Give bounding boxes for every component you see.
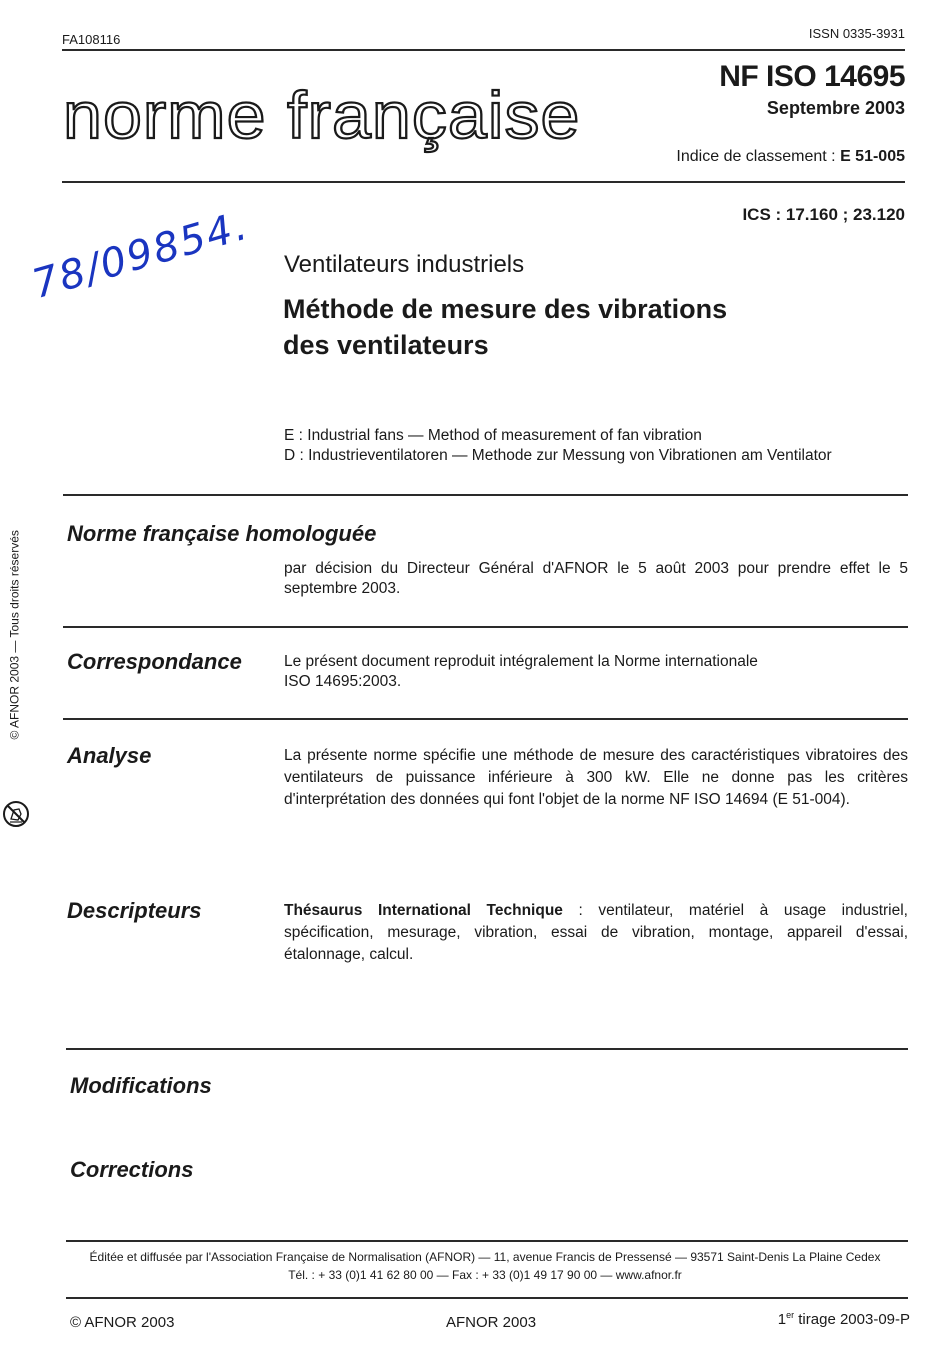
- norme-francaise-logo: norme française: [63, 78, 581, 152]
- divider: [63, 718, 908, 720]
- tirage-number: 1: [777, 1311, 787, 1328]
- divider: [66, 1297, 908, 1299]
- tirage-text: tirage 2003-09-P: [794, 1311, 910, 1328]
- publisher-address: Éditée et diffusée par l'Association Française de Normalisation (AFNOR) — 11, avenue Francis de Pressensé — 93571 Saint-Denis La Plaine Cedex: [89, 1250, 881, 1264]
- side-copyright-notice: © AFNOR 2003 — Tous droits réservés: [7, 530, 22, 740]
- section-label-corrections: Corrections: [70, 1157, 194, 1182]
- classement-value: E 51-005: [840, 148, 905, 165]
- divider: [66, 1240, 908, 1242]
- publisher-info: [62, 1248, 908, 1284]
- descripteurs-list: : ventilateur, matériel à usage industriel, spécification, mesurage, vibration, essai de vibration, montage, appareil d'essai, étalonnage, calcul.: [284, 902, 908, 963]
- issn: ISSN 0335-3931: [808, 26, 905, 41]
- section-label-analyse: Analyse: [67, 743, 152, 768]
- section-body-descripteurs: [284, 900, 908, 966]
- footer-center: AFNOR 2003: [446, 1314, 537, 1331]
- document-code: FA108116: [62, 32, 121, 47]
- correspondance-line-2: ISO 14695:2003.: [284, 673, 402, 690]
- publisher-contact: Tél. : + 33 (0)1 41 62 80 00 — Fax : + 33 (0)1 49 17 90 00 — www.afnor.fr: [288, 1268, 682, 1282]
- divider: [62, 181, 905, 183]
- standard-date: Septembre 2003: [766, 98, 905, 118]
- section-body-analyse: La présente norme spécifie une méthode de mesure des caractéristiques vibratoires des ventilateurs de puissance inférieure à 300 kW. Elle ne donne pas les critères d'interprétation des données qui font l'objet de la norme NF ISO 14694 (E 51-004).: [284, 747, 908, 808]
- classement-index: [676, 148, 905, 166]
- footer-copyright: © AFNOR 2003: [70, 1314, 175, 1331]
- ics-codes: ICS : 17.160 ; 23.120: [742, 205, 905, 224]
- german-title: D : Industrieventilatoren — Methode zur Messung von Vibrationen am Ventilator: [284, 447, 832, 464]
- english-title: E : Industrial fans — Method of measurement of fan vibration: [284, 427, 702, 444]
- divider: [63, 626, 908, 628]
- section-body-correspondance: [284, 652, 908, 692]
- thesaurus-label: Thésaurus International Technique: [284, 902, 563, 919]
- handwritten-number: 78/09854.: [27, 202, 254, 308]
- divider: [62, 49, 905, 51]
- section-label-descripteurs: Descripteurs: [67, 898, 202, 923]
- divider: [63, 494, 908, 496]
- divider: [66, 1048, 908, 1050]
- title-line-1: Méthode de mesure des vibrations: [283, 294, 728, 324]
- no-photocopy-icon: [2, 800, 30, 828]
- document-subtitle: Ventilateurs industriels: [284, 251, 525, 278]
- title-line-2: des ventilateurs: [283, 330, 489, 360]
- classement-label: Indice de classement :: [676, 148, 841, 165]
- section-body-homologuee: par décision du Directeur Général d'AFNOR le 5 août 2003 pour prendre effet le 5 septembre 2003.: [284, 560, 908, 597]
- section-label-homologuee: Norme française homologuée: [67, 521, 377, 546]
- tirage-superscript: er: [786, 1310, 795, 1320]
- correspondance-line-1: Le présent document reproduit intégralement la Norme internationale: [284, 653, 758, 670]
- document-title: [283, 291, 843, 363]
- standard-number: NF ISO 14695: [719, 60, 905, 93]
- footer-tirage: [778, 1310, 910, 1328]
- section-label-modifications: Modifications: [70, 1073, 212, 1098]
- section-label-correspondance: Correspondance: [67, 649, 242, 674]
